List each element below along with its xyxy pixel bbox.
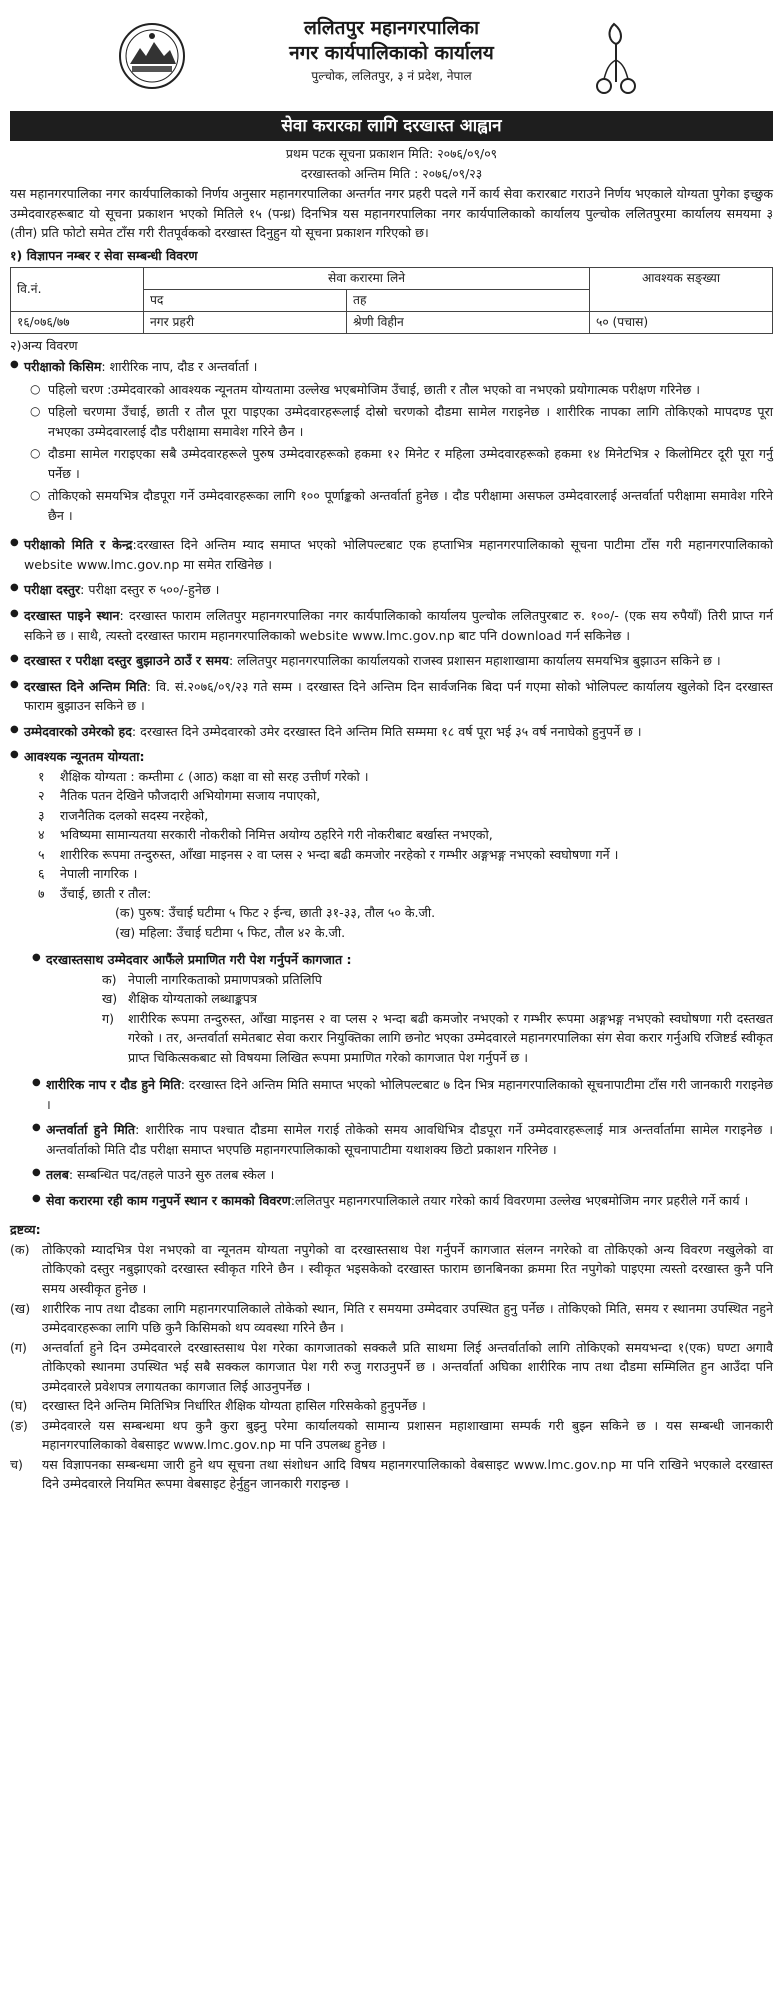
section-2-title: २)अन्य विवरण — [10, 337, 78, 353]
exam-date-center: ● परीक्षाको मिति र केन्द्र:दरखास्त दिने अन्तिम म्याद समाप्त भएको भोलिपल्टबाट एक हप्ताभित्र महानगरपालिकाको सूचना पाटीमा टाँस गरी महानगरपालिकाको website www.lmc.gov.np मा समेत राखिनेछ । — [10, 535, 773, 574]
vacancy-table — [10, 267, 773, 334]
list-item: च) यस विज्ञापनका सम्बन्धमा जारी हुने थप सूचना तथा संशोधन आदि विषय महानगरपालिकाको वेबसाइट www.lmc.gov.np मा पनि राखिने भएकाले दरखास्त दिने उम्मेदवारले नियमित रूपमा वेबसाइट हेर्नुहुन जानकारी गराइन्छ । — [10, 1456, 773, 1492]
list-item: ५ शारीरिक रूपमा तन्दुरुस्त, आँखा माइनस २ वा प्लस २ भन्दा बढी कमजोर नरहेको र गम्भीर अङ्गभङ्ग नभएको स्वघोषणा गर्ने । — [38, 846, 619, 862]
list-item: क) नेपाली नागरिकताको प्रमाणपत्रको प्रतिलिपि — [102, 971, 322, 987]
interview-date: ● अन्तर्वार्ता हुने मिति: शारीरिक नाप पश्चात दौडमा सामेल गराई तोकेको समय आवधिभित्र दौडपूरा गर्ने उम्मेदवारहरूलाई मात्र अन्तर्वार्तामा सामेल गराइनेछ । अन्तर्वार्ताको मिति दौड परीक्षा समाप्त भएपछि महानगरपालिकाको सूचनापाटीमा यथाशक्य छिटो प्रकाशन गरिनेछ । — [32, 1120, 773, 1159]
header-ad-no: वि.नं. — [11, 268, 144, 312]
cell-required: ५० (पचास) — [590, 311, 773, 333]
office-name: नगर कार्यपालिकाको कार्यालय — [289, 41, 494, 64]
header-level: तह — [347, 290, 590, 312]
form-location: ● दरखास्त पाइने स्थान: दरखास्त फाराम ललितपुर महानगरपालिका नगर कार्यपालिकाको कार्यालय पुल्चोक ललितपुरबाट रु. १००/- (एक सय रुपैयाँ) तिरी प्राप्त गर्न सकिने छ । साथै, त्यस्तो दरखास्त फाराम महानगरपालिकाको website www.lmc.gov.np बाट पनि download गर्न सकिनेछ । — [10, 606, 773, 645]
list-item: ○ दौडमा सामेल गराइएका सबै उम्मेदवारहरूले पुरुष उम्मेदवारहरूको हकमा १२ मिनेट र महिला उम्मेदवारहरूको हकमा १४ मिनेटभित्र २ किलोमिटर दूरी पूरा गर्नु पर्नेछ । — [10, 444, 773, 483]
height-requirement-female: (ख) महिला: उँचाई घटीमा ५ फिट, तौल ४२ के.जी. — [115, 924, 346, 940]
notice-page — [10, 0, 773, 1494]
office-address: पुल्चोक, ललितपुर, ३ नं प्रदेश, नेपाल — [311, 69, 472, 84]
publication-dates — [10, 144, 773, 184]
list-item: (क) तोकिएको म्यादभित्र पेश नभएको वा न्यूनतम योग्यता नपुगेको वा दरखास्तसाथ पेश गर्नुपर्ने कागजात संलग्न नगरेको वा तोकिएको अन्य विवरण नखुलेको वा तोकिएको दस्तुर नबुझाएको दरखास्त स्वीकृत गरिने छैन । स्वीकृत भइसकेको दरखास्त फाराम छानबिनका क्रममा रित नपुगेको पाइएमा त्यस्तो दरखास्त कुनै पनि समय अस्वीकृत हुनेछ । — [10, 1241, 773, 1296]
section-1-title: १) विज्ञापन नम्बर र सेवा सम्बन्धी विवरण — [10, 247, 198, 263]
list-item: ○ पहिलो चरणमा उँचाई, छाती र तौल पूरा पाइएका उम्मेदवारहरूलाई दोस्रो चरणको दौडमा सामेल गराइनेछ । शारीरिक नापका लागि तोकिएको मापदण्ड पूरा नभएका उम्मेदवारलाई दौड परीक्षामा समावेश गरिने छैन । — [10, 402, 773, 441]
list-item: २ नैतिक पतन देखिने फौजदारी अभियोगमा सजाय नपाएको, — [38, 788, 321, 804]
list-item: (ग) अन्तर्वार्ता हुने दिन उम्मेदवारले दरखास्तसाथ पेश गरेका कागजातको सक्कलै प्रति साथमा लिई अन्तर्वार्ताको लागि तोकिएको समयभन्दा १(एक) घण्टा अगावै तोकिएको स्थानमा उपस्थित भई सबै सक्कल कागजात पेश गरी रुजु गराउनुपर्ने छ । अन्तर्वार्ता अघिका शारीरिक नाप तथा दौडमा सम्मिलित हुन आउँदा पनि उम्मेदवारले प्रवेशपत्र लगायतका कागजात लिई आउनुपर्नेछ । — [10, 1339, 773, 1394]
list-item: ३ राजनैतिक दलको सदस्य नरहेको, — [38, 807, 209, 823]
intro-paragraph: यस महानगरपालिका नगर कार्यपालिकाको निर्णय अनुसार महानगरपालिका अन्तर्गत नगर प्रहरी पदले गर्ने कार्य सेवा करारबाट गराउने निर्णय भएकाले योग्यता पुगेका इच्छुक उम्मेदवारहरूबाट यो सूचना प्रकाशन भएको मितिले १५ (पन्ध्र) दिनभित्र यस महानगरपालिका नगर कार्यपालिकाको कार्यालय पुल्चोक ललितपुरमा कार्यालय समयमा ३ (तीन) प्रति फोटो समेत टाँस गरी रीतपूर्वकको दरखास्त दिनुहुन यो सूचना प्रकाशन गरिएको छ। — [10, 186, 773, 241]
cell-ad-no: १६/०७६/७७ — [11, 311, 144, 333]
exam-fee: ● परीक्षा दस्तुर: परीक्षा दस्तुर रु ५००/-हुनेछ । — [10, 580, 773, 600]
list-item: ७ उँचाई, छाती र तौल: — [38, 885, 152, 901]
list-item: ○ तोकिएको समयभित्र दौडपूरा गर्ने उम्मेदवारहरूका लागि १०० पूर्णाङ्कको अन्तर्वार्ता हुनेछ । दौड परीक्षामा असफल उम्मेदवारलाई अन्तर्वार्ता परीक्षामा समावेश गरिने छैन । — [10, 486, 773, 525]
list-item: १ शैक्षिक योग्यता : कम्तीमा ८ (आठ) कक्षा वा सो सरह उत्तीर्ण गरेको । — [38, 768, 369, 784]
temple-emblem-icon — [584, 20, 648, 96]
minimum-qualification: ● आवश्यक न्यूनतम योग्यता: — [10, 747, 773, 767]
header-service: सेवा करारमा लिने — [144, 268, 590, 290]
table-row — [11, 311, 773, 333]
list-item: ख) शैक्षिक योग्यताको लब्धाङ्कपत्र — [102, 991, 257, 1007]
deadline: ● दरखास्त दिने अन्तिम मिति: वि. सं.२०७६/०९/२३ गते सम्म । दरखास्त दिने अन्तिम दिन सार्वजनिक बिदा पर्न गएमा सोको भोलिपल्ट कार्यालय खुलेको दिन दरखास्त फाराम बुझाउन सकिने छ । — [10, 677, 773, 716]
physical-test-date: ● शारीरिक नाप र दौड हुने मिति: दरखास्त दिने अन्तिम मिति समाप्त भएको भोलिपल्टबाट ७ दिन भित्र महानगरपालिकाको सूचनापाटीमा टाँस गरी जानकारी गराइनेछ । — [32, 1075, 773, 1114]
list-item: ४ भविष्यमा सामान्यतया सरकारी नोकरीको निमित्त अयोग्य ठहरिने गरी नोकरीबाट बर्खास्त नभएको, — [38, 827, 493, 843]
list-item: ग) शारीरिक रूपमा तन्दुरुस्त, आँखा माइनस २ वा प्लस २ भन्दा बढी कमजोर नभएको र गम्भीर रूपमा अङ्गभङ्ग नभएको स्वघोषणा गरी दस्तखत गरेको । तर, अन्तर्वार्ता समेतबाट सेवा करार नियुक्तिका लागि छनोट भएका उम्मेदवारले महानगरपालिका संग सेवा करार गर्नुअघि रजिष्टर्ड स्वीकृत प्राप्त चिकित्सकबाट सो विषयमा लिखित रूपमा प्रमाणित गरेको कागजात पेश गर्नुपर्ने छ । — [102, 1010, 773, 1065]
height-requirement-male: (क) पुरुष: उँचाई घटीमा ५ फिट २ ईन्च, छाती ३१-३३, तौल ५० के.जी. — [115, 905, 436, 921]
header-post: पद — [144, 290, 347, 312]
work-place-description: ● सेवा करारमा रही काम गनुपर्ने स्थान र कामको विवरण:ललितपुर महानगरपालिकाले तयार गरेको कार्य विवरणमा उल्लेख भएबमोजिम नगर प्रहरीले गर्ने कार्य । — [32, 1191, 773, 1211]
cell-post: नगर प्रहरी — [144, 311, 347, 333]
salary: ● तलब: सम्बन्धित पद/तहले पाउने सुरु तलब स्केल । — [32, 1165, 773, 1185]
list-item: ○ पहिलो चरण :उम्मेदवारको आवश्यक न्यूनतम योग्यतामा उल्लेख भएबमोजिम उँचाई, छाती र तौल भएको वा नभएको प्रयोगात्मक परीक्षण गरिनेछ । — [10, 380, 773, 400]
application-deadline-date: दरखास्तको अन्तिम मिति : २०७६/०९/२३ — [300, 166, 483, 182]
table-header-row — [11, 268, 773, 290]
list-item: ६ नेपाली नागरिक । — [38, 866, 138, 882]
list-item: (ख) शारीरिक नाप तथा दौडका लागि महानगरपालिकाले तोकेको स्थान, मिति र समयमा उम्मेदवार उपस्थित हुनु पर्नेछ । तोकिएको मिति, समय र स्थानमा उपस्थित नहुने उम्मेदवारहरूका लागि पछि कुनै किसिमको थप व्यवस्था गरिने छैन । — [10, 1300, 773, 1336]
municipality-logo-icon — [118, 22, 186, 90]
notes-title: द्रष्टव्य: — [10, 1222, 41, 1238]
required-documents: ● दरखास्तसाथ उम्मेदवार आफैंले प्रमाणित गरी पेश गर्नुपर्ने कागजात : — [32, 950, 773, 970]
age-limit: ● उम्मेदवारको उमेरको हद: दरखास्त दिने उम्मेदवारको उमेर दरखास्त दिने अन्तिम मिति सम्ममा १८ वर्ष पूरा भई ३५ वर्ष ननाघेको हुनुपर्ने छ । — [10, 722, 773, 742]
submission-place-time: ● दरखास्त र परीक्षा दस्तुर बुझाउने ठाउँ र समय: ललितपुर महानगरपालिका कार्यालयको राजस्व प्रशासन महाशाखामा कार्यालय समयभित्र बुझाउन सकिने छ । — [10, 651, 773, 671]
list-item: (घ) दरखास्त दिने अन्तिम मितिभित्र निर्धारित शैक्षिक योग्यता हासिल गरिसकेको हुनुपर्नेछ । — [10, 1398, 426, 1414]
first-publication-date: प्रथम पटक सूचना प्रकाशन मिति: २०७६/०९/०९ — [285, 146, 498, 162]
notice-title: सेवा करारका लागि दरखास्त आह्वान — [10, 111, 773, 141]
header-required-number: आवश्यक सङ्ख्या — [590, 268, 773, 312]
org-name: ललितपुर महानगरपालिका — [303, 17, 480, 39]
list-item: (ङ) उम्मेदवारले यस सम्बन्धमा थप कुनै कुरा बुझ्नु परेमा कार्यालयको सामान्य प्रशासन महाशाखामा सम्पर्क गरी बुझ्न सकिने छ । यस सम्बन्धी जानकारी महानगरपालिकाको वेबसाइट www.lmc.gov.np मा पनि उपलब्ध हुनेछ । — [10, 1417, 773, 1453]
exam-type: ● परीक्षाको किसिम: शारीरिक नाप, दौड र अन्तर्वार्ता । — [10, 357, 773, 377]
cell-level: श्रेणी विहीन — [347, 311, 590, 333]
letterhead — [10, 0, 773, 110]
